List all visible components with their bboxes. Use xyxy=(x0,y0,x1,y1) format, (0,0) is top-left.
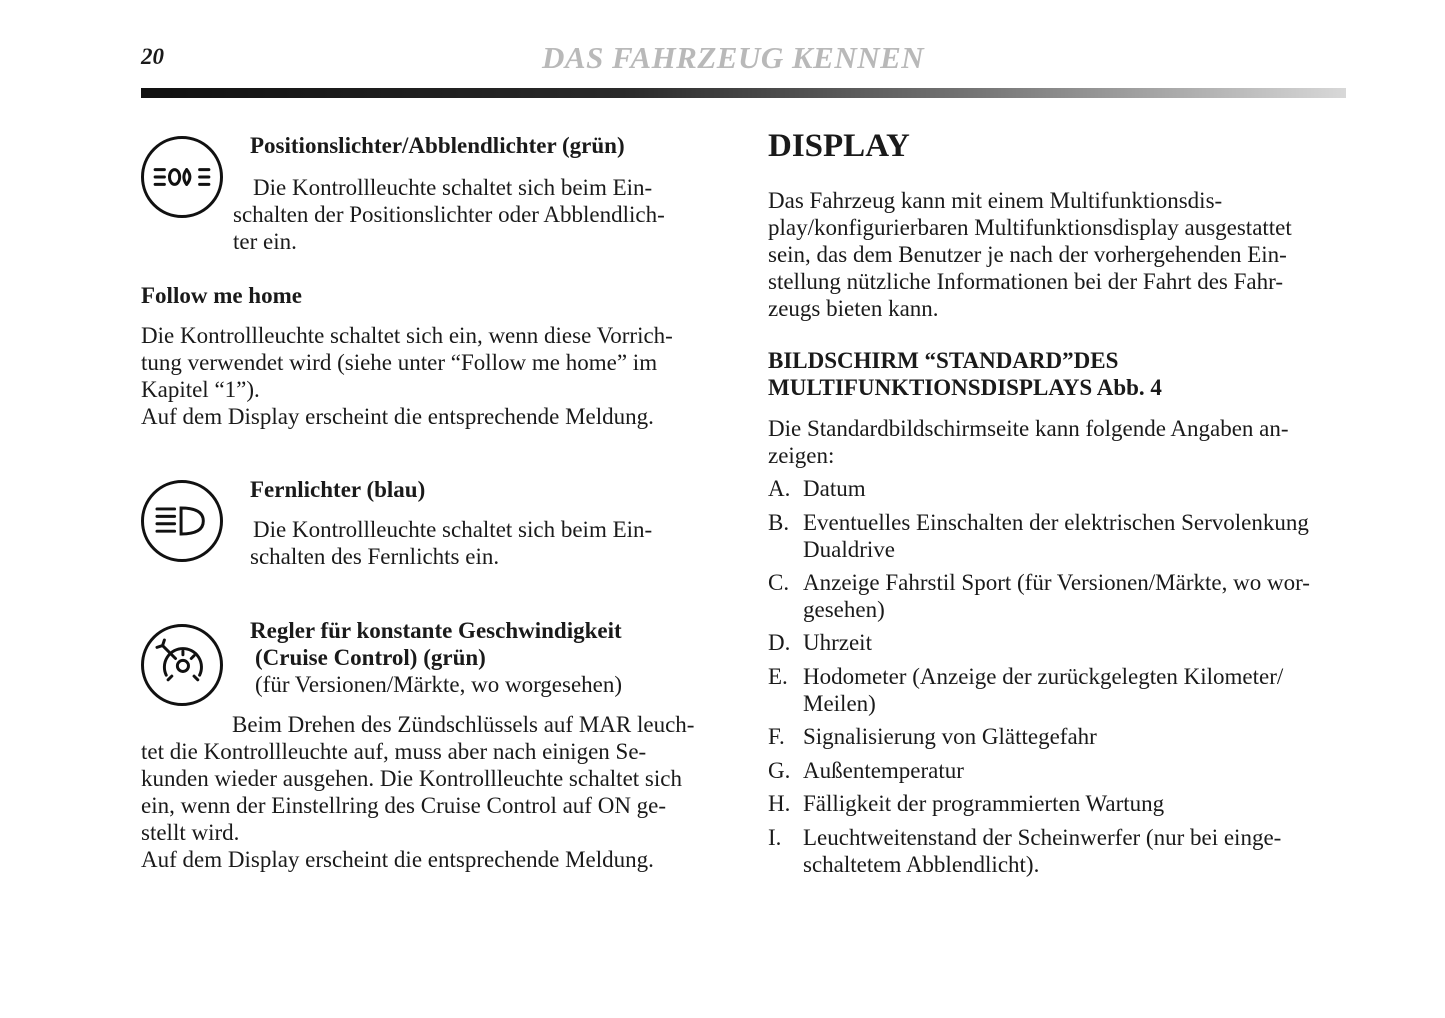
high-beam-icon xyxy=(141,480,223,562)
list-item-letter: E. xyxy=(768,664,788,689)
cruise-control-line-6: Auf dem Display erscheint die entsprechende Meldung. xyxy=(141,847,654,872)
list-intro-line-2: zeigen: xyxy=(768,443,835,468)
list-item-text: Außentemperatur xyxy=(803,758,964,783)
list-item-text: Signalisierung von Glättegefahr xyxy=(803,724,1097,749)
position-lights-line-2: schalten der Positionslichter oder Abblendlich- xyxy=(233,202,665,227)
position-lights-line-3: ter ein. xyxy=(233,229,297,254)
list-item-letter: D. xyxy=(768,630,791,655)
list-item-text: Leuchtweitenstand der Scheinwerfer (nur bei einge- xyxy=(803,825,1282,850)
list-item-text-cont: Meilen) xyxy=(803,691,876,716)
follow-me-home-line-2: tung verwendet wird (siehe unter “Follow me home” im xyxy=(141,350,658,375)
position-lights-icon xyxy=(141,136,223,218)
position-lights-title: Positionslichter/Abblendlichter (grün) xyxy=(250,133,625,158)
cruise-control-icon xyxy=(141,624,223,706)
list-item-text: Anzeige Fahrstil Sport (für Versionen/Märkte, wo wor- xyxy=(803,570,1310,595)
list-item-text: Uhrzeit xyxy=(803,630,872,655)
list-item-text-cont: gesehen) xyxy=(803,597,885,622)
display-intro-line-3: sein, das dem Benutzer je nach der vorhergehenden Ein- xyxy=(768,242,1287,267)
list-intro-line-1: Die Standardbildschirmseite kann folgende Angaben an- xyxy=(768,416,1289,441)
cruise-control-line-1: Beim Drehen des Zündschlüssels auf MAR leuch- xyxy=(232,712,695,737)
list-item-text: Hodometer (Anzeige der zurückgelegten Kilometer/ xyxy=(803,664,1284,689)
display-intro-line-2: play/konfigurierbaren Multifunktionsdisplay ausgestattet xyxy=(768,215,1292,240)
cruise-control-title-line-1: Regler für konstante Geschwindigkeit xyxy=(250,618,622,643)
cruise-control-line-2: tet die Kontrollleuchte auf, muss aber nach einigen Se- xyxy=(141,739,647,764)
list-item-letter: I. xyxy=(768,825,782,850)
display-intro-line-1: Das Fahrzeug kann mit einem Multifunktionsdis- xyxy=(768,188,1223,213)
display-section-title: DISPLAY xyxy=(768,128,910,164)
list-item-letter: G. xyxy=(768,758,791,783)
standard-screen-heading-line-2: MULTIFUNKTIONSDISPLAYS Abb. 4 xyxy=(768,375,1162,400)
page-number: 20 xyxy=(141,44,164,69)
display-intro-line-4: stellung nützliche Informationen bei der Fahrt des Fahr- xyxy=(768,269,1283,294)
list-item-letter: C. xyxy=(768,570,790,595)
high-beam-line-2: schalten des Fernlichts ein. xyxy=(250,544,500,569)
cruise-control-line-4: ein, wenn der Einstellring des Cruise Control auf ON ge- xyxy=(141,793,667,818)
follow-me-home-line-3: Kapitel “1”). xyxy=(141,377,260,402)
list-item-text: Datum xyxy=(803,476,866,501)
position-lights-line-1: Die Kontrollleuchte schaltet sich beim Ein- xyxy=(253,175,653,200)
cruise-control-title-line-2: (Cruise Control) (grün) xyxy=(255,645,486,670)
cruise-control-subtitle: (für Versionen/Märkte, wo worgesehen) xyxy=(255,672,623,697)
follow-me-home-line-4: Auf dem Display erscheint die entsprechende Meldung. xyxy=(141,404,654,429)
list-item-letter: F. xyxy=(768,724,785,749)
list-item-letter: A. xyxy=(768,476,791,501)
list-item-text-cont: schaltetem Abblendlicht). xyxy=(803,852,1040,877)
cruise-control-line-3: kunden wieder ausgehen. Die Kontrollleuchte schaltet sich xyxy=(141,766,682,791)
list-item-letter: B. xyxy=(768,510,790,535)
list-item-letter: H. xyxy=(768,791,791,816)
display-intro-line-5: zeugs bieten kann. xyxy=(768,296,939,321)
high-beam-line-1: Die Kontrollleuchte schaltet sich beim Ein- xyxy=(253,517,653,542)
high-beam-title: Fernlichter (blau) xyxy=(250,477,426,502)
list-item-text: Fälligkeit der programmierten Wartung xyxy=(803,791,1165,816)
follow-me-home-title: Follow me home xyxy=(141,283,302,308)
list-item-text: Eventuelles Einschalten der elektrischen Servolenkung xyxy=(803,510,1309,535)
list-item-text-cont: Dualdrive xyxy=(803,537,895,562)
cruise-control-line-5: stellt wird. xyxy=(141,820,240,845)
section-header-title: DAS FAHRZEUG KENNEN xyxy=(542,40,925,75)
header-divider xyxy=(141,88,1346,98)
standard-screen-heading-line-1: BILDSCHIRM “STANDARD”DES xyxy=(768,348,1119,373)
follow-me-home-line-1: Die Kontrollleuchte schaltet sich ein, wenn diese Vorrich- xyxy=(141,323,673,348)
